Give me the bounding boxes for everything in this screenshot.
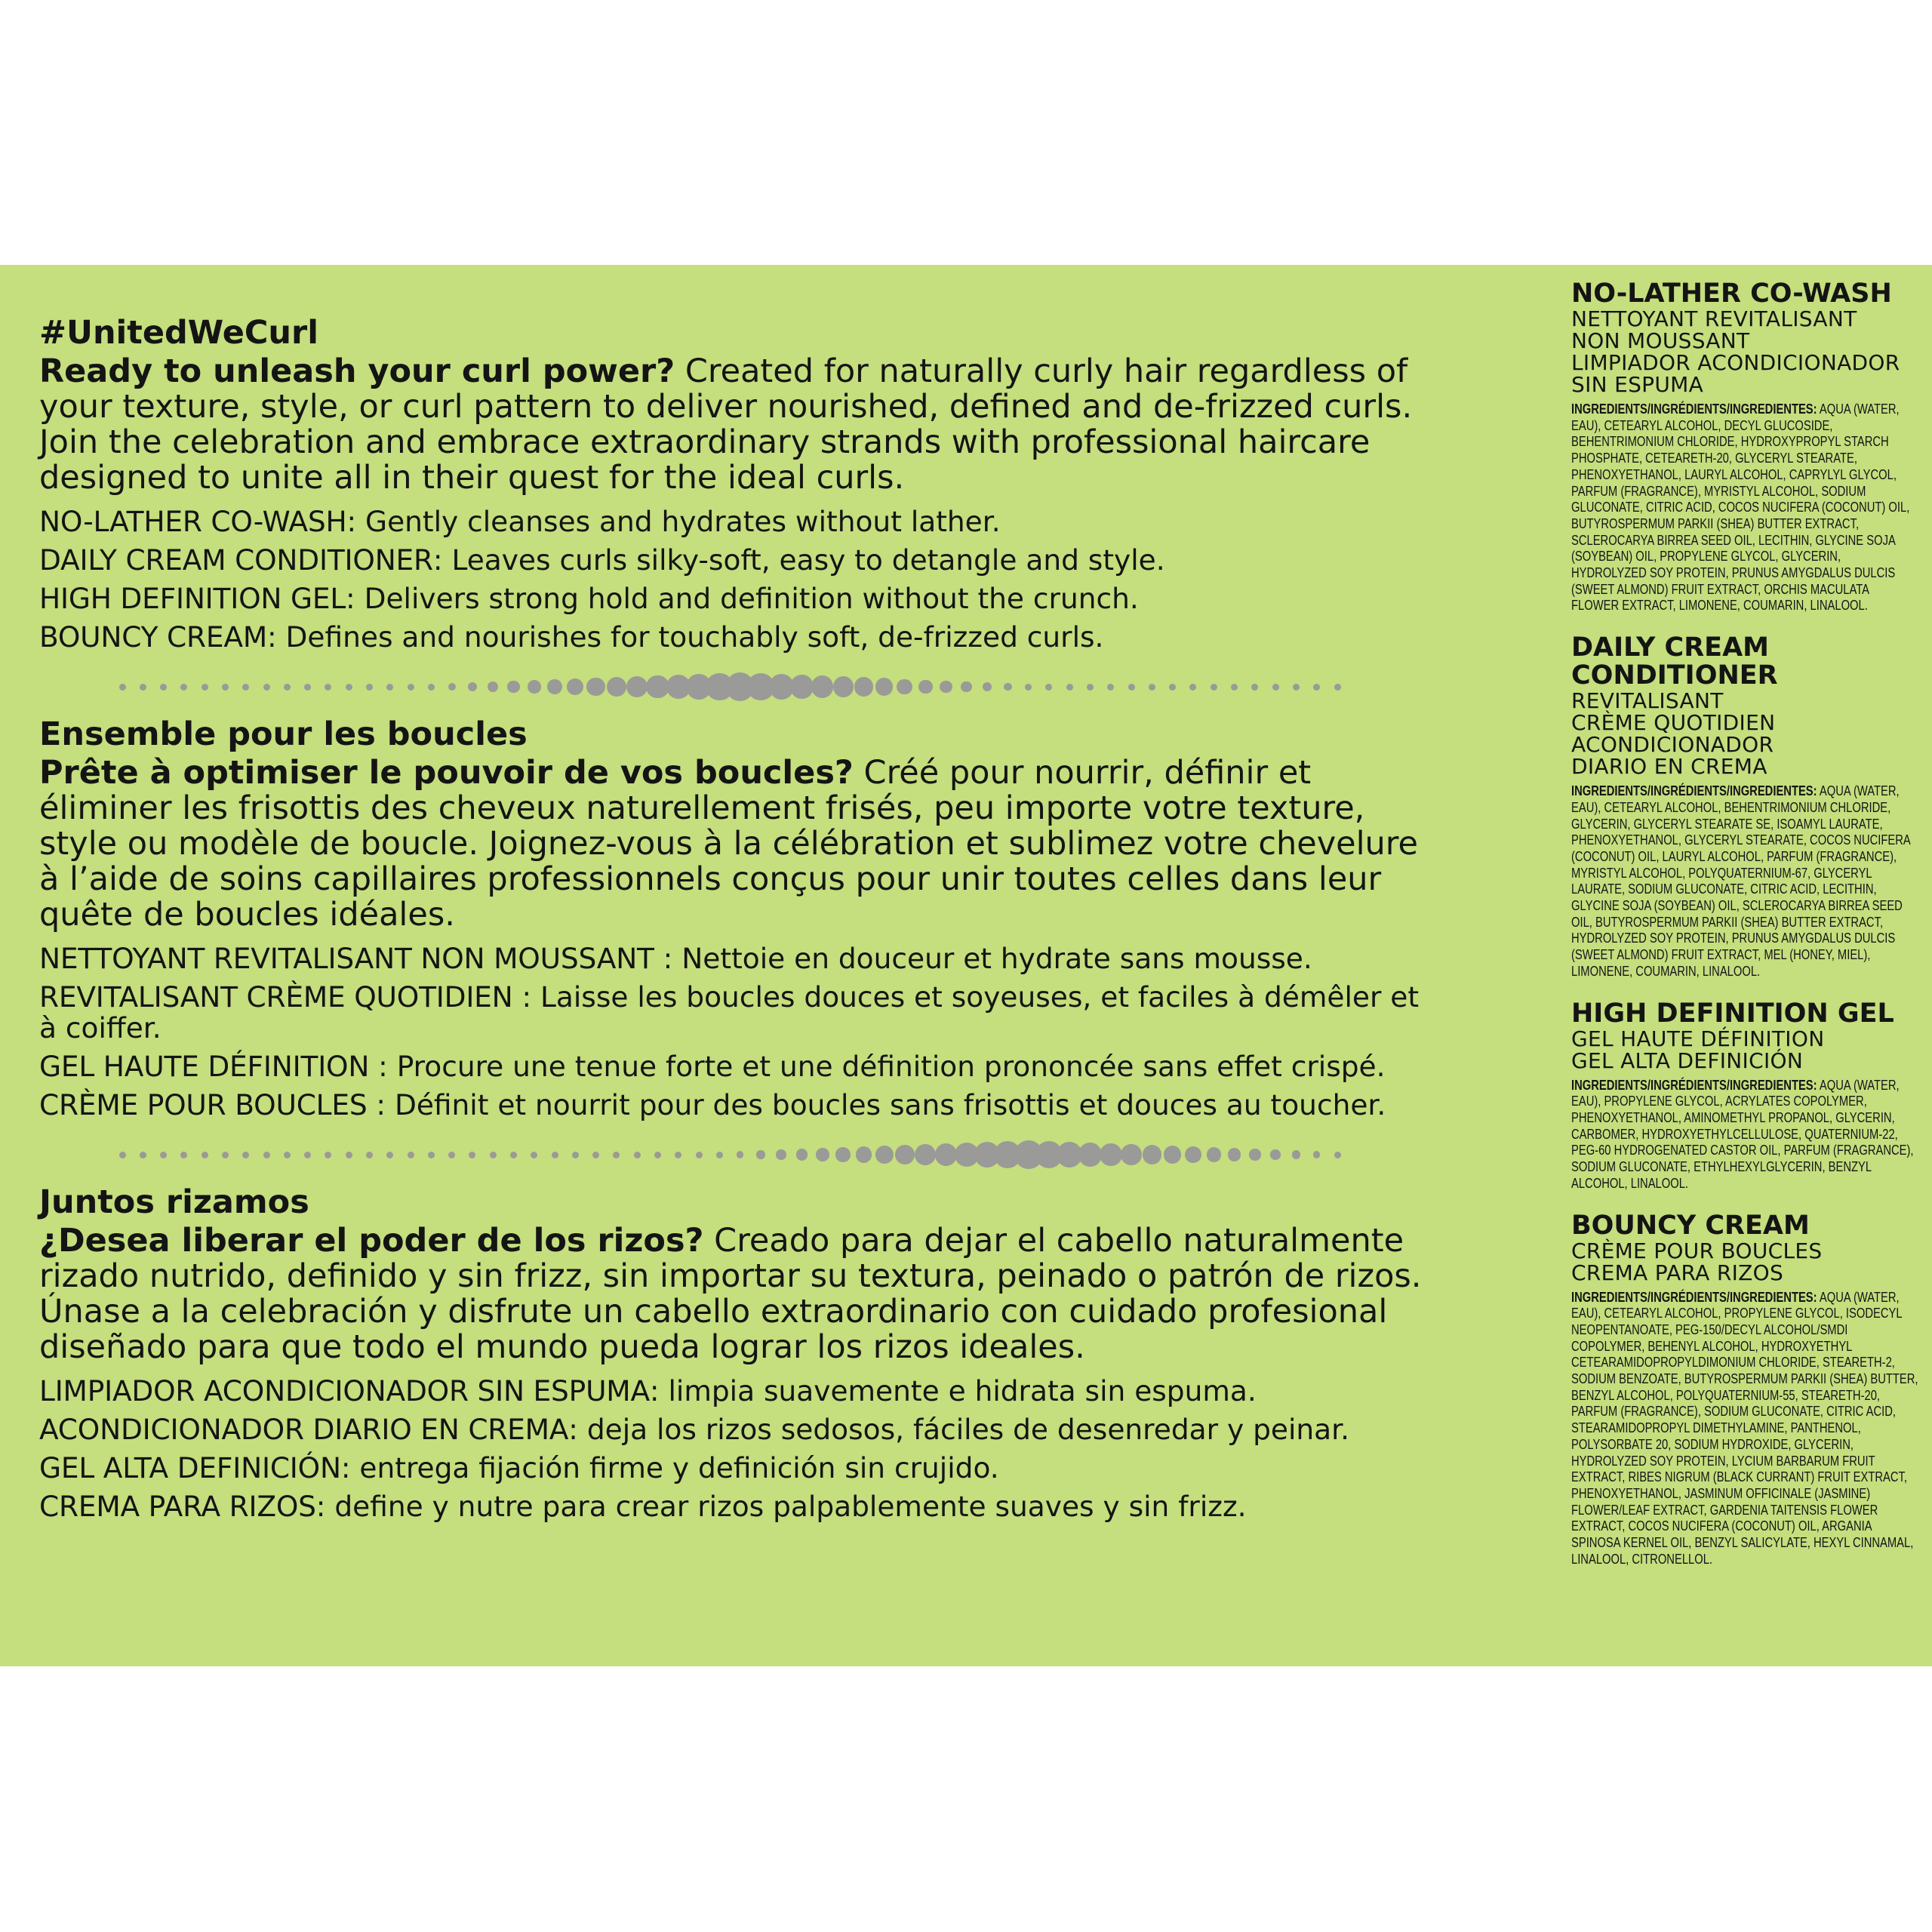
- ingredients-label: INGREDIENTS/INGRÉDIENTS/INGREDIENTES:: [1571, 1289, 1817, 1305]
- item-name: REVITALISANT CRÈME QUOTIDIEN: [39, 980, 513, 1014]
- product-title: BOUNCY CREAM: [1571, 1210, 1810, 1241]
- divider-dot: [1128, 684, 1135, 691]
- intro-lead: Prête à optimiser le pouvoir de vos boucles?: [39, 754, 854, 792]
- divider-dot: [488, 681, 498, 692]
- divider-dot: [654, 1152, 661, 1158]
- divider-dot: [222, 1152, 229, 1158]
- divider-dot: [448, 683, 456, 691]
- item-name: NO-LATHER CO-WASH: [39, 505, 347, 538]
- divider-dot: [1087, 684, 1094, 691]
- section-spanish: [39, 1181, 1439, 1522]
- item-name: BOUNCY CREAM: [39, 620, 267, 654]
- divider-dot: [586, 678, 605, 696]
- ingredients-text: [1571, 401, 1919, 614]
- section-intro: [39, 354, 1439, 496]
- item-desc: : Leaves curls silky-soft, easy to detangle and style.: [432, 543, 1165, 577]
- item-name: NETTOYANT REVITALISANT NON MOUSSANT: [39, 942, 654, 975]
- divider-dot: [1045, 684, 1052, 691]
- product-subtitle: DIARIO EN CREMA: [1571, 754, 1767, 780]
- item-name: HIGH DEFINITION GEL: [39, 582, 346, 615]
- divider-dot: [284, 684, 291, 691]
- divider-dot: [325, 1152, 331, 1158]
- divider-dot: [1143, 1145, 1162, 1164]
- product-ingredients: [1571, 1000, 1918, 1192]
- divider-dot: [1100, 1143, 1122, 1166]
- divider-dot: [790, 675, 814, 698]
- product-subtitle: GEL ALTA DEFINICIÓN: [1571, 1048, 1804, 1073]
- divider-dot: [833, 676, 854, 697]
- divider-dot: [854, 677, 873, 696]
- divider-dot: [325, 684, 331, 691]
- divider-dot: [1066, 684, 1073, 691]
- list-item: [39, 1453, 1439, 1484]
- divider-dot: [242, 1152, 249, 1158]
- divider-dot: [1251, 684, 1258, 691]
- section-intro: [39, 755, 1439, 933]
- item-name: DAILY CREAM CONDITIONER: [39, 543, 433, 577]
- divider-dot: [547, 679, 562, 694]
- divider-dot: [567, 678, 583, 695]
- item-desc: : Définit et nourrit pour des boucles sans frisottis et douces au toucher.: [367, 1088, 1386, 1121]
- divider-dot: [468, 682, 477, 691]
- divider-dot: [1292, 1150, 1300, 1158]
- divider-dot: [1078, 1143, 1103, 1167]
- divider-dot: [386, 684, 393, 691]
- product-list: [39, 506, 1439, 653]
- dot-divider: [39, 668, 1439, 706]
- list-item: [39, 1376, 1439, 1407]
- divider-dot: [263, 1152, 270, 1158]
- divider-dot: [160, 684, 167, 691]
- divider-dot: [626, 676, 648, 697]
- ingredients-list: AQUA (WATER, EAU), CETEARYL ALCOHOL, PROPYLENE GLYCOL, ISODECYL NEOPENTANOATE, PEG-150/DECYL ALCOHOL/SMDI COPOLYMER, BEHENYL ALCOHOL, HYDROXYETHYL CETEARAMIDOPROPYLDIMONIUM CHLORIDE, STEARETH-2, SODIUM BENZOATE, BUTYROSPERMUM PARKII (SHEA) BUTTER, BENZYL ALCOHOL, POLYQUATERNIUM-55, STEARETH-20, PARFUM (FRAGRANCE), SODIUM GLUCONATE, CITRIC ACID, STEARAMIDOPROPYL DIMETHYLAMINE, PANTHENOL, POLYSORBATE 20, SODIUM HYDROXIDE, GLYCERIN, HYDROLYZED SOY PROTEIN, LYCIUM BARBARUM FRUIT EXTRACT, RIBES NIGRUM (BLACK CURRANT) FRUIT EXTRACT, PHENOXYETHANOL, JASMINUM OFFICINALE (JASMINE) FLOWER/LEAF EXTRACT, GARDENIA TAITENSIS FLOWER EXTRACT, COCOS NUCIFERA (COCONUT) OIL, ARGANIA SPINOSA KERNEL OIL, BENZYL SALICYLATE, HEXYL CINNAMAL, LINALOOL, CITRONELLOL.: [1571, 1289, 1918, 1567]
- product-ingredients: [1571, 634, 1918, 980]
- divider-dot: [796, 1149, 808, 1161]
- item-desc: : Procure une tenue forte et une définition prononcée sans effet crispé.: [369, 1050, 1386, 1083]
- product-subtitle: SIN ESPUMA: [1571, 372, 1704, 397]
- divider-dot: [180, 1152, 187, 1158]
- section-title: Juntos rizamos: [39, 1183, 309, 1221]
- product-subtitle: ACONDICIONADOR: [1571, 732, 1774, 758]
- divider-dot: [531, 1152, 537, 1158]
- divider-dot: [222, 684, 229, 691]
- divider-dot: [304, 1152, 311, 1158]
- divider-dot: [552, 1152, 558, 1158]
- ingredients-text: [1571, 783, 1919, 980]
- divider-dot: [716, 1152, 723, 1158]
- item-desc: : Nettoie en douceur et hydrate sans mousse.: [654, 942, 1312, 975]
- divider-dot: [408, 684, 414, 691]
- section-french: [39, 713, 1439, 1121]
- divider-dot: [918, 680, 933, 694]
- product-ingredients: [1571, 280, 1918, 614]
- divider-dot: [408, 1152, 414, 1158]
- divider-dot: [1231, 684, 1238, 691]
- divider-dot: [507, 681, 519, 693]
- divider-dot: [1025, 684, 1032, 691]
- ingredients-list: AQUA (WATER, EAU), CETEARYL ALCOHOL, DECYL GLUCOSIDE, BEHENTRIMONIUM CHLORIDE, HYDROXYPROPYL STARCH PHOSPHATE, CETEARETH-20, GLYCERYL STEARATE, PHENOXYETHANOL, LAURYL ALCOHOL, CAPRYLYL GLYCOL, PARFUM (FRAGRANCE), MYRISTYL ALCOHOL, SODIUM GLUCONATE, CITRIC ACID, COCOS NUCIFERA (COCONUT) OIL, BUTYROSPERMUM PARKII (SHEA) BUTTER EXTRACT, SCLEROCARYA BIRREA SEED OIL, LECITHIN, GLYCINE SOJA (SOYBEAN) OIL, PROPYLENE GLYCOL, GLYCERIN, HYDROLYZED SOY PROTEIN, PRUNUS AMYGDALUS DULCIS (SWEET ALMOND) FRUIT EXTRACT, ORCHIS MACULATA FLOWER EXTRACT, LIMONENE, COUMARIN, LINALOOL.: [1571, 401, 1910, 614]
- product-subtitle: LIMPIADOR ACONDICIONADOR: [1571, 350, 1900, 375]
- dot-divider: [39, 1136, 1439, 1174]
- divider-dot: [696, 1152, 703, 1158]
- item-desc: : deja los rizos sedosos, fáciles de desenredar y peinar.: [568, 1413, 1350, 1446]
- list-item: [39, 583, 1439, 614]
- divider-dot: [366, 1152, 373, 1158]
- list-item: [39, 506, 1439, 537]
- section-title: Ensemble pour les boucles: [39, 715, 528, 753]
- divider-dot: [856, 1146, 872, 1163]
- section-english: [39, 312, 1439, 653]
- product-panel: [0, 265, 1932, 1666]
- item-desc: : Delivers strong hold and definition without the crunch.: [346, 582, 1139, 615]
- intro-body: Créé pour nourrir, définir et éliminer les frisottis des cheveux naturellement frisés, peu importe votre texture, style ou modèle de boucle. Joignez-vous à la célébration et sublimez votre chevelure à l’aide de soins capillaires professionnels conçus pour unir toutes celles dans leur quête de boucles idéales.: [39, 754, 1418, 934]
- divider-dot: [202, 684, 208, 691]
- divider-dot: [1189, 684, 1196, 691]
- divider-dot: [1121, 1144, 1142, 1165]
- divider-dot: [675, 1152, 681, 1158]
- divider-dot: [263, 684, 270, 691]
- divider-dot: [242, 684, 249, 691]
- item-desc: : entrega fijación firme y definición sin crujido.: [340, 1451, 999, 1484]
- divider-dot: [835, 1147, 851, 1162]
- divider-dot: [1164, 1146, 1182, 1164]
- product-subtitle: REVITALISANT: [1571, 688, 1724, 714]
- divider-dot: [160, 1152, 167, 1158]
- item-desc: : Defines and nourishes for touchably soft, de-frizzed curls.: [266, 620, 1104, 654]
- product-subtitle: CRÈME QUOTIDIEN: [1571, 710, 1776, 736]
- divider-dot: [613, 1152, 620, 1158]
- item-name: ACONDICIONADOR DIARIO EN CREMA: [39, 1413, 569, 1446]
- divider-dot: [895, 1145, 915, 1164]
- divider-dot: [119, 684, 126, 691]
- divider-dot: [875, 1146, 894, 1164]
- divider-dot: [386, 1152, 393, 1158]
- divider-dot: [1334, 684, 1341, 691]
- product-title: DAILY CREAM CONDITIONER: [1571, 632, 1778, 691]
- divider-dot: [811, 675, 833, 697]
- divider-dot: [284, 1152, 291, 1158]
- list-item: [39, 1491, 1439, 1522]
- divider-dot: [1149, 684, 1155, 691]
- divider-dot: [592, 1152, 599, 1158]
- list-item: [39, 622, 1439, 653]
- divider-dot: [180, 684, 187, 691]
- divider-dot: [634, 1152, 641, 1158]
- product-subtitle: NON MOUSSANT: [1571, 328, 1750, 353]
- divider-dot: [1228, 1148, 1241, 1161]
- ingredients-label: INGREDIENTS/INGRÉDIENTS/INGREDIENTES:: [1571, 1077, 1817, 1093]
- divider-dot: [983, 682, 992, 692]
- divider-dot: [572, 1152, 579, 1158]
- ingredients-list: AQUA (WATER, EAU), CETEARYL ALCOHOL, BEHENTRIMONIUM CHLORIDE, GLYCERIN, GLYCERYL STEARATE SE, ISOAMYL LAURATE, PHENOXYETHANOL, GLYCERYL STEARATE, COCOS NUCIFERA (COCONUT) OIL, LAURYL ALCOHOL, PARFUM (FRAGRANCE), MYRISTYL ALCOHOL, POLYQUATERNIUM-67, GLYCERYL LAURATE, SODIUM GLUCONATE, CITRIC ACID, LECITHIN, GLYCINE SOJA (SOYBEAN) OIL, SCLEROCARYA BIRREA SEED OIL, BUTYROSPERMUM PARKII (SHEA) BUTTER EXTRACT, HYDROLYZED SOY PROTEIN, PRUNUS AMYGDALUS DULCIS (SWEET ALMOND) FRUIT EXTRACT, MEL (HONEY, MIEL), LIMONENE, COUMARIN, LINALOOL.: [1571, 783, 1910, 979]
- intro-body: Creado para dejar el cabello naturalmente rizado nutrido, definido y sin frizz, sin importar su textura, peinado o patrón de rizos. Únase a la celebración y disfrute un cabello extraordinario con cuidado profesional diseñado para que todo el mundo pueda lograr los rizos ideales.: [39, 1222, 1422, 1366]
- intro-lead: Ready to unleash your curl power?: [39, 352, 675, 390]
- list-item: [39, 1414, 1439, 1445]
- item-name: GEL ALTA DEFINICIÓN: [39, 1451, 341, 1484]
- divider-dot: [875, 678, 893, 695]
- intro-lead: ¿Desea liberar el poder de los rizos?: [39, 1222, 704, 1260]
- divider-dot: [428, 1152, 435, 1158]
- ingredients-list: AQUA (WATER, EAU), PROPYLENE GLYCOL, ACRYLATES COPOLYMER, PHENOXYETHANOL, AMINOMETHYL PROPANOL, GLYCERIN, CARBOMER, HYDROXYETHYLCELLULOSE, QUATERNIUM-22, PEG-60 HYDROGENATED CASTOR OIL, PARFUM (FRAGRANCE), SODIUM GLUCONATE, ETHYLHEXYLGLYCERIN, BENZYL ALCOHOL, LINALOOL.: [1571, 1077, 1914, 1191]
- product-ingredients: [1571, 1212, 1918, 1568]
- ingredients-text: [1571, 1290, 1919, 1568]
- section-intro: [39, 1223, 1439, 1365]
- divider-dot: [915, 1144, 936, 1165]
- list-item: [39, 982, 1439, 1044]
- divider-dot: [1334, 1152, 1341, 1158]
- divider-dot: [1313, 1151, 1320, 1158]
- divider-dot: [1293, 684, 1300, 691]
- divider-dot: [140, 1152, 146, 1158]
- list-item: [39, 545, 1439, 576]
- item-desc: : Laisse les boucles douces et soyeuses, et faciles à démêler et à coiffer.: [39, 980, 1420, 1044]
- divider-dot: [737, 1151, 743, 1158]
- intro-body: Created for naturally curly hair regardless of your texture, style, or curl pattern to deliver nourished, defined and de-frizzed curls. Join the celebration and embrace extraordinary strands with professional haircare designed to unite all in their quest for the ideal curls.: [39, 352, 1413, 497]
- product-subtitle: CRÈME POUR BOUCLES: [1571, 1238, 1823, 1263]
- divider-dot: [940, 681, 952, 694]
- divider-dot: [119, 1152, 126, 1158]
- divider-dot: [935, 1143, 958, 1166]
- divider-dot: [1313, 684, 1320, 691]
- list-item: [39, 1090, 1439, 1121]
- divider-dot: [1207, 1147, 1222, 1162]
- divider-dot: [202, 1152, 208, 1158]
- divider-dot: [304, 684, 311, 691]
- product-title: HIGH DEFINITION GEL: [1571, 998, 1894, 1029]
- ingredients-column: [1571, 280, 1918, 1587]
- divider-dot: [490, 1152, 497, 1158]
- divider-dot: [346, 684, 352, 691]
- divider-dot: [528, 680, 541, 694]
- product-subtitle: NETTOYANT REVITALISANT: [1571, 306, 1857, 331]
- item-desc: : define y nutre para crear rizos palpablemente suaves y sin frizz.: [315, 1490, 1247, 1523]
- divider-dot: [1169, 684, 1176, 691]
- product-list: [39, 1376, 1439, 1522]
- ingredients-label: INGREDIENTS/INGRÉDIENTS/INGREDIENTES:: [1571, 783, 1817, 799]
- divider-dot: [1211, 684, 1217, 691]
- item-name: CREMA PARA RIZOS: [39, 1490, 316, 1523]
- divider-dot: [469, 1152, 475, 1158]
- ingredients-label: INGREDIENTS/INGRÉDIENTS/INGREDIENTES:: [1571, 401, 1817, 417]
- item-name: LIMPIADOR ACONDICIONADOR SIN ESPUMA: [39, 1374, 650, 1407]
- divider-dot: [607, 677, 626, 697]
- ingredients-text: [1571, 1078, 1919, 1192]
- product-title: NO-LATHER CO-WASH: [1571, 278, 1892, 309]
- divider-dot: [346, 1152, 352, 1158]
- divider-dot: [1107, 684, 1114, 691]
- descriptions-column: [39, 312, 1439, 1530]
- divider-dot: [1249, 1149, 1260, 1160]
- item-desc: : limpia suavemente e hidrata sin espuma.: [649, 1374, 1257, 1407]
- divider-dot: [448, 1152, 455, 1158]
- divider-dot: [428, 684, 435, 691]
- divider-dot: [1185, 1146, 1201, 1163]
- divider-dot: [140, 684, 146, 691]
- divider-dot: [366, 684, 373, 691]
- divider-dot: [1272, 684, 1279, 691]
- divider-dot: [776, 1149, 786, 1159]
- divider-dot: [816, 1148, 829, 1161]
- item-desc: : Gently cleanses and hydrates without lather.: [346, 505, 1001, 538]
- divider-dot: [961, 681, 972, 693]
- product-subtitle: GEL HAUTE DÉFINITION: [1571, 1026, 1825, 1051]
- divider-dot: [897, 679, 912, 695]
- divider-dot: [510, 1152, 517, 1158]
- section-title: #UnitedWeCurl: [39, 314, 318, 352]
- divider-dot: [1004, 683, 1012, 691]
- list-item: [39, 943, 1439, 974]
- item-name: GEL HAUTE DÉFINITION: [39, 1050, 370, 1083]
- product-subtitle: CREMA PARA RIZOS: [1571, 1260, 1784, 1285]
- divider-dot: [1270, 1149, 1280, 1159]
- divider-dot: [756, 1150, 764, 1158]
- list-item: [39, 1051, 1439, 1082]
- item-name: CRÈME POUR BOUCLES: [39, 1088, 368, 1121]
- product-list: [39, 943, 1439, 1121]
